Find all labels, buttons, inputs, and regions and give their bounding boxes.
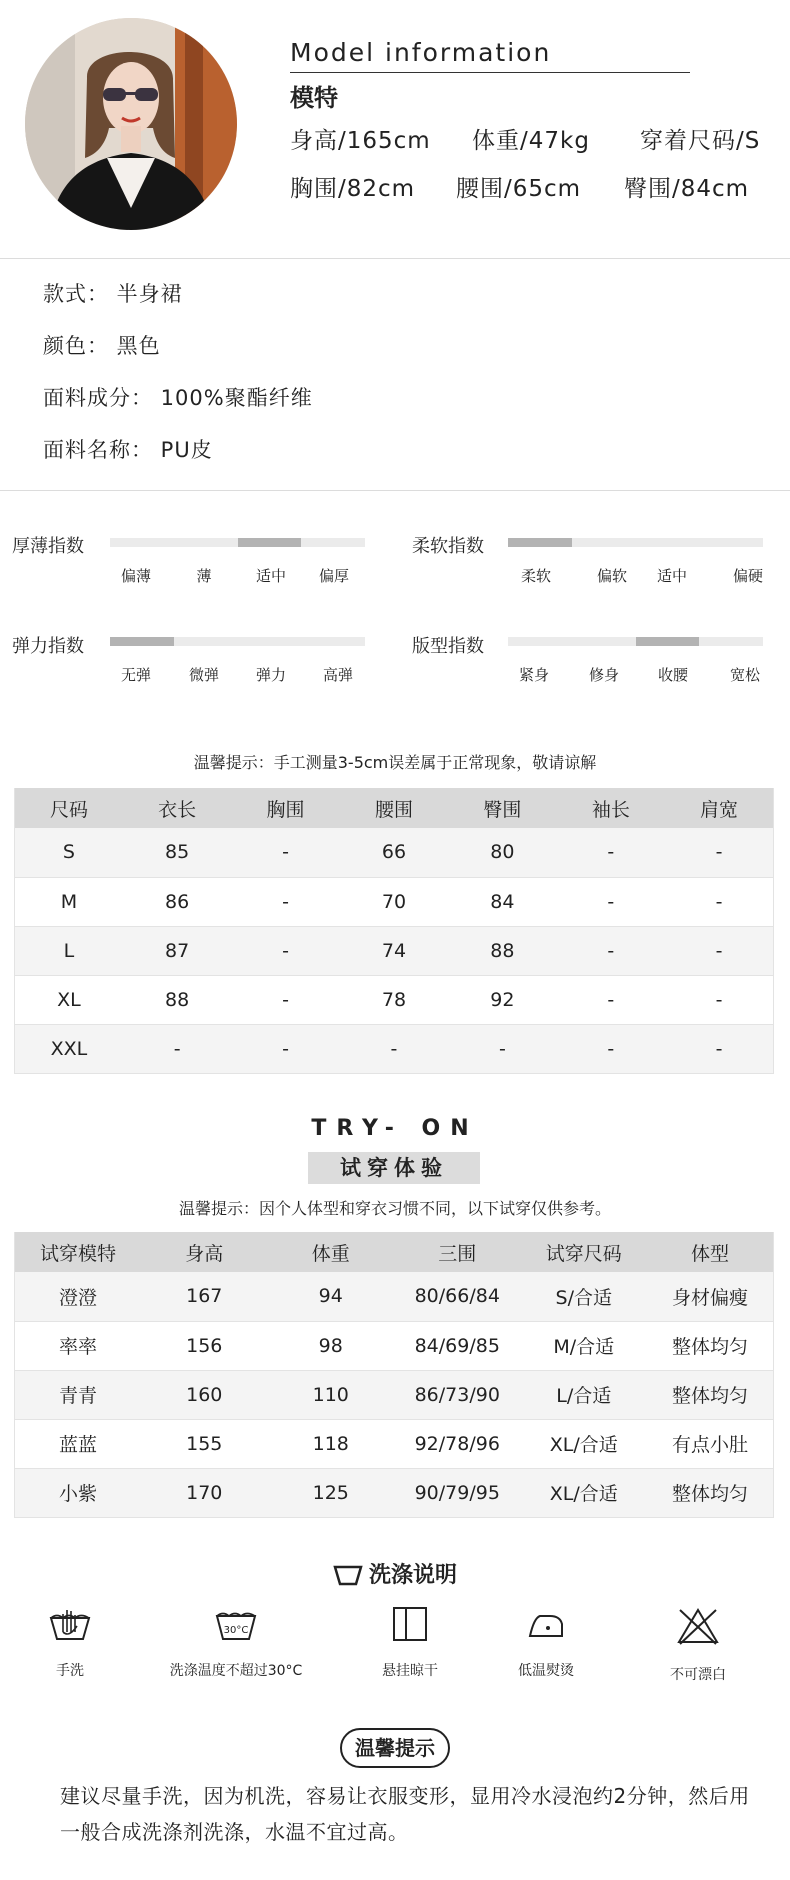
table-cell: 身材偏瘦	[647, 1272, 774, 1321]
wash-label: 不可漂白	[670, 1667, 726, 1683]
model-photo	[25, 18, 237, 230]
index-option: 适中	[255, 567, 287, 585]
tryon-table	[14, 1232, 774, 1518]
column-header: 尺码	[15, 788, 123, 828]
section-divider	[0, 490, 790, 491]
index-track	[508, 637, 763, 646]
index-track	[110, 538, 365, 547]
title-divider	[290, 72, 690, 73]
table-cell: S/合适	[521, 1272, 648, 1321]
table-cell: 蓝蓝	[15, 1419, 142, 1468]
table-cell: 74	[340, 926, 448, 975]
column-header: 试穿模特	[15, 1232, 142, 1272]
table-cell: 86/73/90	[394, 1370, 521, 1419]
hand-wash-icon	[48, 1606, 92, 1642]
table-cell: -	[231, 975, 339, 1024]
table-cell: 78	[340, 975, 448, 1024]
column-header: 体重	[268, 1232, 395, 1272]
table-cell: M/合适	[521, 1321, 648, 1370]
index-option: 柔软	[520, 567, 552, 585]
index-option: 弹力	[255, 666, 287, 684]
table-cell: 155	[141, 1419, 268, 1468]
index-indicator	[110, 637, 174, 646]
index-option: 高弹	[322, 666, 354, 684]
index-label: 柔软指数	[412, 536, 484, 557]
table-row	[15, 1468, 774, 1517]
wash-label: 洗涤温度不超过30°C	[169, 1663, 303, 1679]
index-option: 薄	[196, 567, 212, 585]
wash-label: 手洗	[56, 1663, 84, 1679]
model-waist: 腰围/65cm	[456, 176, 582, 202]
index-option: 无弹	[120, 666, 152, 684]
model-bust: 胸围/82cm	[290, 176, 416, 202]
table-cell: 167	[141, 1272, 268, 1321]
table-cell: 87	[123, 926, 231, 975]
table-cell: XL	[15, 975, 123, 1024]
table-cell: -	[557, 1024, 665, 1073]
index-label: 版型指数	[412, 636, 484, 657]
table-cell: -	[557, 926, 665, 975]
low-iron-icon	[526, 1606, 566, 1642]
tryon-title: TRY- ON	[311, 1116, 479, 1141]
index-option: 紧身	[518, 666, 550, 684]
info-fabric: 面料成分： 100%聚酯纤维	[43, 386, 313, 410]
table-cell: -	[340, 1024, 448, 1073]
table-cell: 澄澄	[15, 1272, 142, 1321]
table-cell: -	[665, 1024, 773, 1073]
index-label: 弹力指数	[12, 636, 84, 657]
index-option: 宽松	[729, 666, 761, 684]
column-header: 身高	[141, 1232, 268, 1272]
table-cell: 小紫	[15, 1468, 142, 1517]
tip-title: 温馨提示	[340, 1728, 450, 1768]
table-cell: 84/69/85	[394, 1321, 521, 1370]
column-header: 试穿尺码	[521, 1232, 648, 1272]
table-cell: -	[665, 975, 773, 1024]
table-row	[15, 828, 774, 877]
table-cell: 66	[340, 828, 448, 877]
table-cell: 80	[448, 828, 556, 877]
model-size: 穿着尺码/S	[640, 128, 761, 154]
table-cell: XL/合适	[521, 1468, 648, 1517]
wash-temp	[156, 1606, 316, 1680]
wash-label: 悬挂晾干	[382, 1663, 438, 1679]
table-cell: L/合适	[521, 1370, 648, 1419]
table-cell: 88	[448, 926, 556, 975]
column-header: 肩宽	[665, 788, 773, 828]
info-material: 面料名称： PU皮	[43, 438, 213, 462]
index-indicator	[636, 637, 700, 646]
size-note: 温馨提示：手工测量3-5cm误差属于正常现象，敬请谅解	[193, 753, 597, 772]
hang-dry-icon	[390, 1606, 430, 1642]
table-cell: 整体均匀	[647, 1468, 774, 1517]
wash-title: 洗涤说明	[368, 1563, 457, 1588]
table-cell: -	[448, 1024, 556, 1073]
index-track	[508, 538, 763, 547]
table-cell: 85	[123, 828, 231, 877]
size-table	[14, 788, 774, 1074]
model-hip: 臀围/84cm	[624, 176, 750, 202]
table-cell: -	[231, 828, 339, 877]
table-row	[15, 1321, 774, 1370]
table-cell: 92/78/96	[394, 1419, 521, 1468]
index-option: 偏厚	[318, 567, 350, 585]
table-cell: -	[557, 828, 665, 877]
table-cell: 160	[141, 1370, 268, 1419]
table-row	[15, 975, 774, 1024]
table-cell: XL/合适	[521, 1419, 648, 1468]
table-cell: -	[557, 877, 665, 926]
index-option: 偏薄	[120, 567, 152, 585]
info-color: 颜色： 黑色	[43, 334, 161, 358]
table-cell: S	[15, 828, 123, 877]
index-option: 偏软	[596, 567, 628, 585]
table-cell: -	[231, 877, 339, 926]
table-row	[15, 1370, 774, 1419]
model-subtitle: 模特	[290, 84, 338, 112]
table-cell: L	[15, 926, 123, 975]
table-cell: 80/66/84	[394, 1272, 521, 1321]
table-cell: -	[231, 1024, 339, 1073]
table-cell: M	[15, 877, 123, 926]
wash-30-icon	[214, 1606, 258, 1642]
table-cell: -	[557, 975, 665, 1024]
table-cell: 整体均匀	[647, 1321, 774, 1370]
table-cell: -	[665, 926, 773, 975]
table-cell: 整体均匀	[647, 1370, 774, 1419]
table-cell: 92	[448, 975, 556, 1024]
table-cell: 90/79/95	[394, 1468, 521, 1517]
column-header: 三围	[394, 1232, 521, 1272]
index-option: 适中	[656, 567, 688, 585]
no-bleach-icon	[676, 1606, 720, 1646]
model-title: Model information	[290, 38, 552, 67]
index-indicator	[508, 538, 572, 547]
table-cell: 青青	[15, 1370, 142, 1419]
index-option: 微弹	[188, 666, 220, 684]
table-cell: 110	[268, 1370, 395, 1419]
tryon-note: 温馨提示：因个人体型和穿衣习惯不同，以下试穿仅供参考。	[178, 1199, 611, 1218]
table-cell: 率率	[15, 1321, 142, 1370]
wash-iron	[466, 1606, 626, 1680]
column-header: 腰围	[340, 788, 448, 828]
table-cell: -	[231, 926, 339, 975]
index-label: 厚薄指数	[12, 536, 84, 557]
wash-label: 低温熨烫	[518, 1663, 574, 1679]
section-divider	[0, 258, 790, 259]
wash-basin-icon	[333, 1564, 363, 1586]
model-weight: 体重/47kg	[472, 128, 590, 154]
info-style: 款式： 半身裙	[43, 282, 183, 306]
table-cell: -	[123, 1024, 231, 1073]
table-cell: 118	[268, 1419, 395, 1468]
model-avatar	[25, 18, 237, 230]
index-track	[110, 637, 365, 646]
table-cell: 86	[123, 877, 231, 926]
table-cell: 有点小肚	[647, 1419, 774, 1468]
index-option: 收腰	[657, 666, 689, 684]
wash-heading	[0, 1558, 790, 1589]
column-header: 胸围	[231, 788, 339, 828]
column-header: 体型	[647, 1232, 774, 1272]
table-cell: XXL	[15, 1024, 123, 1073]
wash-temp-text: 30°C	[223, 1625, 249, 1636]
index-indicator	[238, 538, 302, 547]
table-row	[15, 926, 774, 975]
wash-bleach	[618, 1606, 778, 1684]
table-cell: 98	[268, 1321, 395, 1370]
model-height: 身高/165cm	[290, 128, 431, 154]
table-cell: 84	[448, 877, 556, 926]
tip-text: 建议尽量手洗，因为机洗，容易让衣服变形，显用冷水浸泡约2分钟，然后用一般合成洗涤剂洗涤，水温不宜过高。	[60, 1784, 750, 1844]
column-header: 臀围	[448, 788, 556, 828]
table-cell: 70	[340, 877, 448, 926]
model-section	[0, 0, 790, 258]
table-cell: 94	[268, 1272, 395, 1321]
index-option: 修身	[588, 666, 620, 684]
table-cell: 170	[141, 1468, 268, 1517]
table-cell: -	[665, 877, 773, 926]
table-row	[15, 1272, 774, 1321]
table-cell: 156	[141, 1321, 268, 1370]
index-option: 偏硬	[732, 567, 764, 585]
column-header: 袖长	[557, 788, 665, 828]
table-cell: 88	[123, 975, 231, 1024]
table-row	[15, 1024, 774, 1073]
table-row	[15, 1419, 774, 1468]
wash-hand	[0, 1606, 150, 1680]
tryon-subtitle: 试穿体验	[308, 1152, 480, 1184]
table-cell: 125	[268, 1468, 395, 1517]
table-cell: -	[665, 828, 773, 877]
column-header: 衣长	[123, 788, 231, 828]
table-row	[15, 877, 774, 926]
